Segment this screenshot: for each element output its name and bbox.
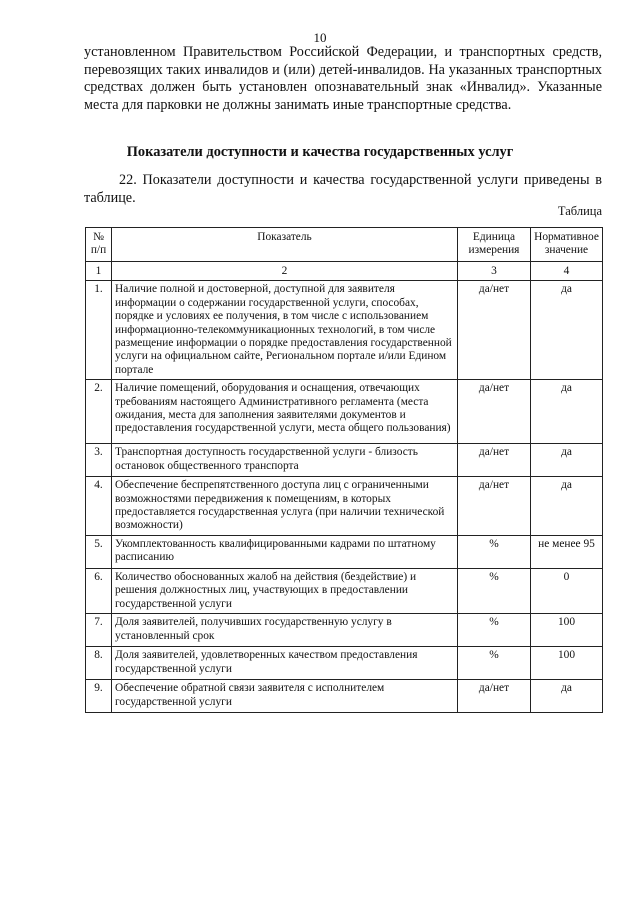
intro-paragraph: 22. Показатели доступности и качества государственной услуги приведены в таблице. — [84, 172, 602, 206]
column-number: 1 — [86, 262, 112, 281]
row-indicator: Транспортная доступность государственной услуги - близость остановок общественного транспорта — [112, 444, 458, 477]
row-indicator: Доля заявителей, удовлетворенных качеством предоставления государственной услуги — [112, 647, 458, 680]
table-row — [86, 680, 603, 713]
section-heading: Показатели доступности и качества государственных услуг — [126, 144, 514, 160]
row-unit: да/нет — [458, 680, 531, 713]
row-unit: да/нет — [458, 444, 531, 477]
row-indicator: Доля заявителей, получивших государственную услугу в установленный срок — [112, 614, 458, 647]
table-row — [86, 614, 603, 647]
row-indicator: Наличие помещений, оборудования и оснащения, отвечающих требованиям настоящего Административного регламента (места ожидания, места для заполнения заявителями документов и предоставления государственной услуги, места общего пользования) — [112, 380, 458, 444]
row-indicator: Обеспечение беспрепятственного доступа лиц с ограниченными возможностями передвижения к помещениям, в которых предоставляется государственная услуга (при наличии технической возможности) — [112, 477, 458, 536]
row-number: 7. — [86, 614, 112, 647]
row-norm: 0 — [531, 568, 603, 613]
continuation-paragraph: установленном Правительством Российской Федерации, и транспортных средств, перевозящих таких инвалидов и (или) детей-инвалидов. На указанных транспортных средствах должен быть установлен опознавательный знак «Инвалид». Указанные места для парковки не должны занимать иные транспортные средства. — [84, 44, 602, 113]
table-row — [86, 281, 603, 380]
row-unit: да/нет — [458, 281, 531, 380]
header-indicator: Показатель — [112, 228, 458, 262]
row-number: 8. — [86, 647, 112, 680]
header-num: № п/п — [86, 228, 112, 262]
row-number: 1. — [86, 281, 112, 380]
row-number: 5. — [86, 535, 112, 568]
header-unit: Единица измерения — [458, 228, 531, 262]
row-unit: % — [458, 647, 531, 680]
row-indicator: Наличие полной и достоверной, доступной для заявителя информации о содержании государственной услуги, способах, порядке и условиях ее получения, в том числе с использованием информационно-телекоммуникационных технологий, в том числе размещение информации о порядке предоставления государственной услуги на официальном сайте, Региональном портале и/или Едином портале — [112, 281, 458, 380]
table-row — [86, 647, 603, 680]
indicators-table — [85, 227, 603, 713]
row-norm: да — [531, 444, 603, 477]
row-number: 9. — [86, 680, 112, 713]
row-norm: да — [531, 281, 603, 380]
row-indicator: Обеспечение обратной связи заявителя с исполнителем государственной услуги — [112, 680, 458, 713]
table-header-row — [86, 228, 603, 262]
row-norm: 100 — [531, 614, 603, 647]
table-row — [86, 380, 603, 444]
row-unit: % — [458, 535, 531, 568]
column-number-row — [86, 262, 603, 281]
row-norm: не менее 95 — [531, 535, 603, 568]
row-number: 3. — [86, 444, 112, 477]
column-number: 2 — [112, 262, 458, 281]
column-number: 3 — [458, 262, 531, 281]
row-number: 2. — [86, 380, 112, 444]
row-indicator: Количество обоснованных жалоб на действия (бездействие) и решения должностных лиц, участвующих в предоставлении государственной услуги — [112, 568, 458, 613]
row-indicator: Укомплектованность квалифицированными кадрами по штатному расписанию — [112, 535, 458, 568]
page-number: 10 — [313, 30, 327, 45]
table-row — [86, 477, 603, 536]
table-row — [86, 568, 603, 613]
row-unit: % — [458, 614, 531, 647]
table-row — [86, 444, 603, 477]
header-norm: Нормативное значение — [531, 228, 603, 262]
row-unit: % — [458, 568, 531, 613]
table-row — [86, 535, 603, 568]
row-norm: да — [531, 680, 603, 713]
table-caption: Таблица — [557, 204, 602, 218]
row-number: 4. — [86, 477, 112, 536]
row-number: 6. — [86, 568, 112, 613]
row-norm: да — [531, 477, 603, 536]
row-unit: да/нет — [458, 477, 531, 536]
row-norm: да — [531, 380, 603, 444]
row-unit: да/нет — [458, 380, 531, 444]
row-norm: 100 — [531, 647, 603, 680]
column-number: 4 — [531, 262, 603, 281]
